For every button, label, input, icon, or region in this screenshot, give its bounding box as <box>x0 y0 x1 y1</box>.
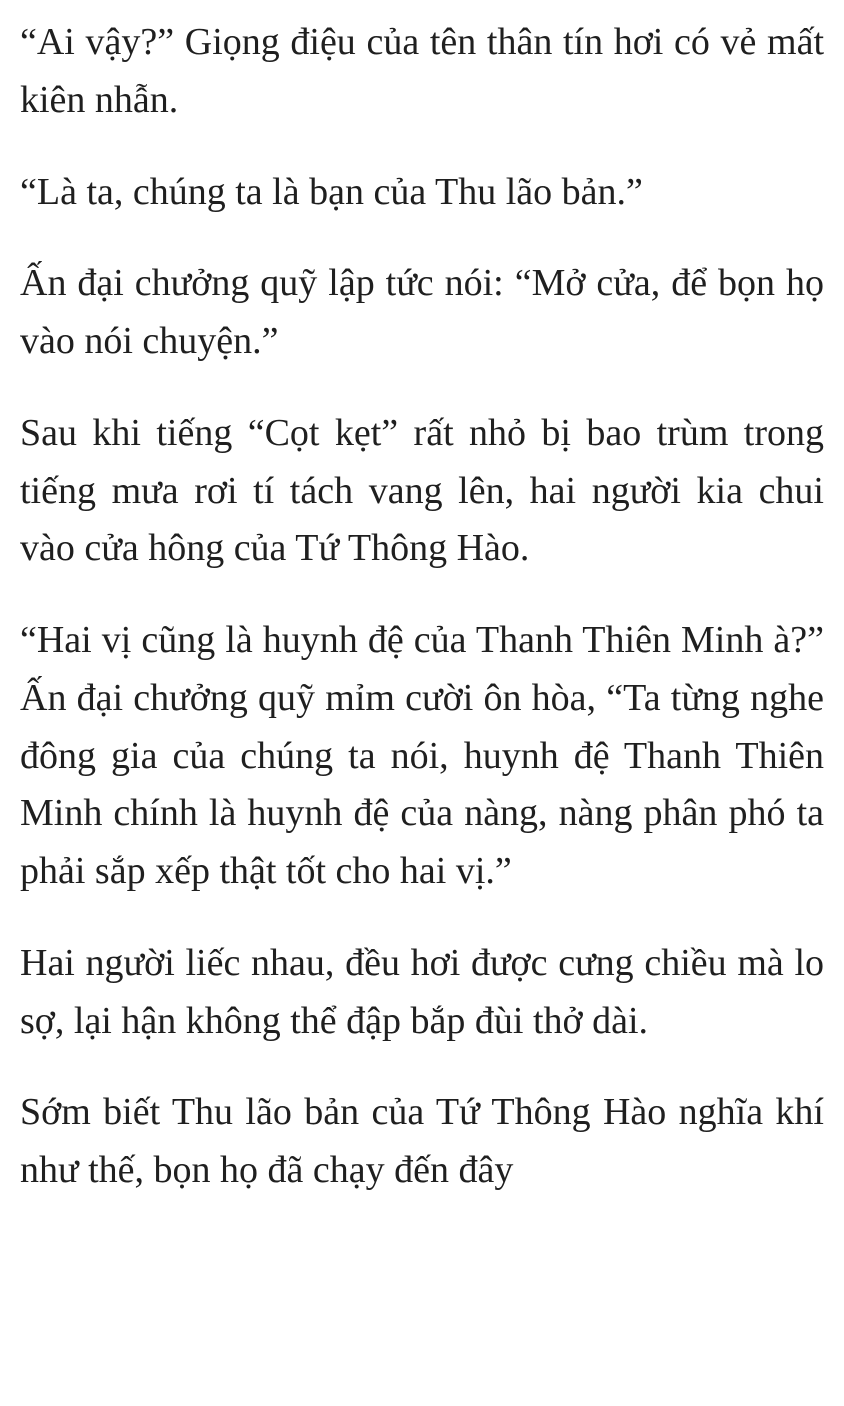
story-paragraph: “Ai vậy?” Giọng điệu của tên thân tín hơi có vẻ mất kiên nhẫn. <box>20 21 824 121</box>
story-paragraph: Ấn đại chưởng quỹ lập tức nói: “Mở cửa, để bọn họ vào nói chuyện.” <box>20 262 824 362</box>
story-paragraph: Sau khi tiếng “Cọt kẹt” rất nhỏ bị bao trùm trong tiếng mưa rơi tí tách vang lên, hai người kia chui vào cửa hông của Tứ Thông Hào. <box>20 411 824 570</box>
story-paragraph: “Là ta, chúng ta là bạn của Thu lão bản.” <box>20 170 643 213</box>
story-paragraph: Hai người liếc nhau, đều hơi được cưng chiều mà lo sợ, lại hận không thể đập bắp đùi thở dài. <box>20 941 824 1042</box>
story-paragraph: Sớm biết Thu lão bản của Tứ Thông Hào nghĩa khí như thế, bọn họ đã chạy đến đây <box>20 1091 824 1191</box>
story-paragraph: “Hai vị cũng là huynh đệ của Thanh Thiên Minh à?” Ấn đại chưởng quỹ mỉm cười ôn hòa, “Ta từng nghe đông gia của chúng ta nói, huynh đệ Thanh Thiên Minh chính là huynh đệ của nàng, nàng phân phó ta phải sắp xếp thật tốt cho hai vị.” <box>20 619 824 892</box>
